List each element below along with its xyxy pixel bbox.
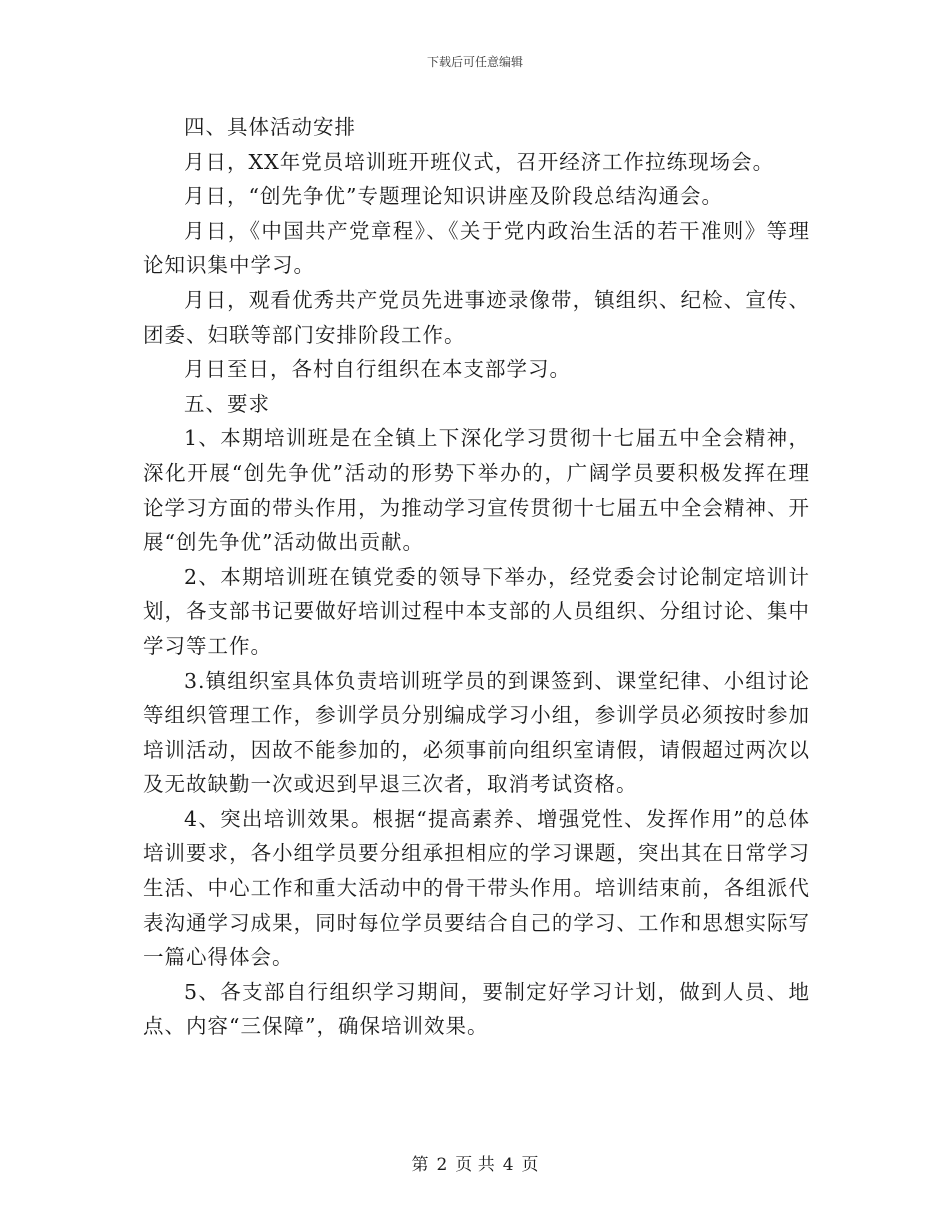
footer-suffix: 页 (521, 1155, 539, 1175)
footer-middle: 页 共 (455, 1155, 495, 1175)
header-note: 下载后可任意编辑 (426, 55, 523, 69)
footer-prefix: 第 (411, 1155, 429, 1175)
requirement-item: 1、本期培训班是在全镇上下深化学习贯彻十七届五中全会精神，深化开展“创先争优”活动的形势下举办的，广阔学员要积极发挥在理论学习方面的带头作用，为推动学习宣传贯彻十七届五中全会精神、开展“创先争优”活动做出贡献。 (143, 426, 810, 555)
current-page-number: 2 (436, 1155, 448, 1175)
activity-item: 月日，“创先争优”专题理论知识讲座及阶段总结沟通会。 (184, 184, 723, 209)
requirement-item: 2、本期培训班在镇党委的领导下举办，经党委会讨论制定培训计划，各支部书记要做好培训过程中本支部的人员组织、分组讨论、集中学习等工作。 (143, 564, 810, 658)
activity-item: 月日，观看优秀共产党员先进事迹录像带，镇组织、纪检、宣传、团委、妇联等部门安排阶段工作。 (143, 287, 810, 347)
activity-item: 月日至日，各村自行组织在本支部学习。 (184, 357, 571, 382)
requirement-item: 4、突出培训效果。根据“提高素养、增强党性、发挥作用”的总体培训要求，各小组学员要分组承担相应的学习课题，突出其在日常学习生活、中心工作和重大活动中的骨干带头作用。培训结束前，各组派代表沟通学习成果，同时每位学员要结合自己的学习、工作和思想实际写一篇心得体会。 (143, 806, 810, 970)
section-heading-activities: 四、具体活动安排 (184, 115, 356, 139)
requirement-item: 3.镇组织室具体负责培训班学员的到课签到、课堂纪律、小组讨论等组织管理工作，参训学员分别编成学习小组，参训学员必须按时参加培训活动，因故不能参加的，必须事前向组织室请假，请假超过两次以及无故缺勤一次或迟到早退三次者，取消考试资格。 (143, 668, 810, 797)
page-footer (0, 1153, 950, 1177)
total-pages-number: 4 (502, 1155, 514, 1175)
requirement-item: 5、各支部自行组织学习期间，要制定好学习计划，做到人员、地点、内容“三保障”，确保培训效果。 (143, 979, 810, 1039)
document-body (143, 110, 810, 1044)
activity-item: 月日，《中国共产党章程》、《关于党内政治生活的若干准则》等理论知识集中学习。 (143, 218, 810, 278)
section-heading-requirements: 五、要求 (184, 391, 270, 416)
activity-item: 月日，XX年党员培训班开班仪式，召开经济工作拉练现场会。 (184, 149, 775, 174)
